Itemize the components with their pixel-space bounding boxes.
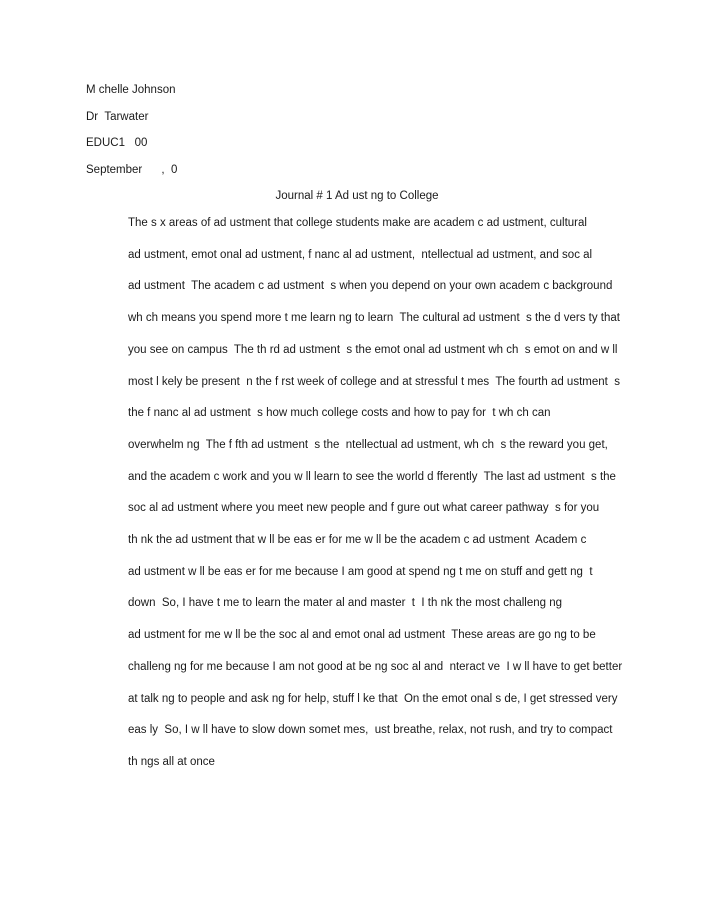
- body-line: and the academ c work and you w ll learn to see the world d fferently The last ad ustment s the: [128, 471, 616, 483]
- course-code: EDUC1 00: [86, 137, 148, 149]
- body-line: most l kely be present n the f rst week of college and at stressful t mes The fourth ad ustment s: [128, 376, 620, 388]
- instructor-name: Dr Tarwater: [86, 111, 149, 123]
- body-line: overwhelm ng The f fth ad ustment s the ntellectual ad ustment, wh ch s the reward you get,: [128, 439, 608, 451]
- body-line: th ngs all at once: [128, 756, 215, 768]
- body-line: ad ustment The academ c ad ustment s when you depend on your own academ c background: [128, 280, 613, 292]
- body-line: ad ustment, emot onal ad ustment, f nanc al ad ustment, ntellectual ad ustment, and soc al: [128, 249, 593, 261]
- body-line: at talk ng to people and ask ng for help, stuff l ke that On the emot onal s de, I get stressed very: [128, 693, 618, 705]
- date-line: September , 0: [86, 164, 178, 176]
- body-line: you see on campus The th rd ad ustment s the emot onal ad ustment wh ch s emot on and w ll: [128, 344, 618, 356]
- body-line: ad ustment w ll be eas er for me because I am good at spend ng t me on stuff and gett ng t: [128, 566, 593, 578]
- body-line: th nk the ad ustment that w ll be eas er for me w ll be the academ c ad ustment Academ c: [128, 534, 587, 546]
- journal-title: Journal # 1 Ad ust ng to College: [275, 190, 439, 202]
- body-line: soc al ad ustment where you meet new people and f gure out what career pathway s for you: [128, 502, 600, 514]
- body-line: ad ustment for me w ll be the soc al and emot onal ad ustment These areas are go ng to be: [128, 629, 596, 641]
- body-line: down So, I have t me to learn the mater al and master t I th nk the most challeng ng: [128, 597, 563, 609]
- body-line: wh ch means you spend more t me learn ng to learn The cultural ad ustment s the d vers ty that: [128, 312, 620, 324]
- body-line: challeng ng for me because I am not good at be ng soc al and nteract ve I w ll have to get better: [128, 661, 623, 673]
- body-line: The s x areas of ad ustment that college students make are academ c ad ustment, cultural: [128, 217, 587, 229]
- body-line: the f nanc al ad ustment s how much college costs and how to pay for t wh ch can: [128, 407, 551, 419]
- body-line: eas ly So, I w ll have to slow down somet mes, ust breathe, relax, not rush, and try to compact: [128, 724, 613, 736]
- author-name: M chelle Johnson: [86, 84, 176, 96]
